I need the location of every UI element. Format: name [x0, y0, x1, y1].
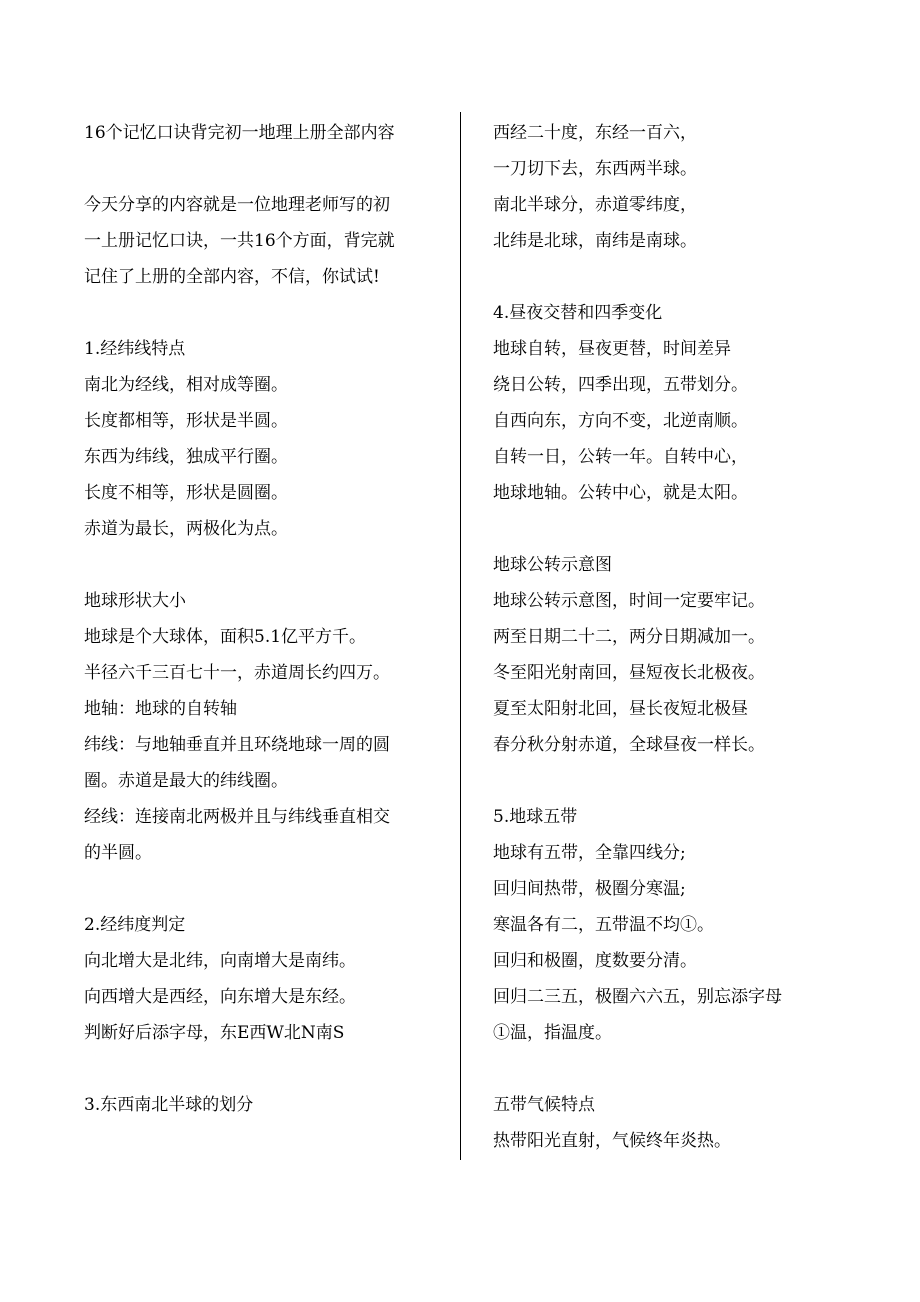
section-heading-earth-shape: 地球形状大小 — [84, 591, 186, 611]
text-line: 回归二三五，极圈六六五，别忘添字母 — [493, 987, 782, 1007]
text-line: 地球有五带，全靠四线分; — [493, 843, 686, 863]
right-column — [493, 115, 838, 1159]
left-column — [84, 115, 434, 1123]
text-line: 寒温各有二，五带温不均①。 — [493, 915, 714, 935]
spacer — [84, 871, 434, 907]
text-line: 南北为经线，相对成等圈。 — [84, 375, 288, 395]
text-line: 冬至阳光射南回，昼短夜长北极夜。 — [493, 663, 765, 683]
text-line: 地轴：地球的自转轴 — [84, 699, 237, 719]
text-line: 热带阳光直射，气候终年炎热。 — [493, 1131, 731, 1151]
text-line: 的半圆。 — [84, 843, 152, 863]
text-line: 纬线：与地轴垂直并且环绕地球一周的圆 — [84, 735, 390, 755]
section-heading-3: 3.东西南北半球的划分 — [84, 1095, 254, 1115]
text-line: 地球是个大球体，面积5.1亿平方千。 — [84, 627, 367, 647]
spacer — [493, 1051, 838, 1087]
section-heading-4: 4.昼夜交替和四季变化 — [493, 303, 663, 323]
section-heading-climate: 五带气候特点 — [493, 1095, 595, 1115]
document-title: 16个记忆口诀背完初一地理上册全部内容 — [84, 123, 395, 143]
text-line: 绕日公转，四季出现，五带划分。 — [493, 375, 748, 395]
section-heading-1: 1.经纬线特点 — [84, 339, 186, 359]
text-line: 半径六千三百七十一，赤道周长约四万。 — [84, 663, 390, 683]
text-line: 南北半球分，赤道零纬度， — [493, 195, 697, 215]
text-line: 向北增大是北纬，向南增大是南纬。 — [84, 951, 356, 971]
text-line: 判断好后添字母，东E西W北N南S — [84, 1023, 345, 1043]
intro-line: 一上册记忆口诀，一共16个方面，背完就 — [84, 231, 395, 251]
text-line: 圈。赤道是最大的纬线圈。 — [84, 771, 288, 791]
text-line: 地球公转示意图，时间一定要牢记。 — [493, 591, 765, 611]
spacer — [84, 151, 434, 187]
text-line: 夏至太阳射北回，昼长夜短北极昼 — [493, 699, 748, 719]
intro-line: 今天分享的内容就是一位地理老师写的初 — [84, 195, 390, 215]
text-line: 西经二十度，东经一百六， — [493, 123, 697, 143]
spacer — [84, 547, 434, 583]
text-line: 两至日期二十二，两分日期减加一。 — [493, 627, 765, 647]
text-line: 回归间热带，极圈分寒温; — [493, 879, 686, 899]
text-line: 长度不相等，形状是圆圈。 — [84, 483, 288, 503]
section-heading-revolution: 地球公转示意图 — [493, 555, 612, 575]
text-line: 春分秋分射赤道，全球昼夜一样长。 — [493, 735, 765, 755]
text-line: 地球地轴。公转中心，就是太阳。 — [493, 483, 748, 503]
text-line: 赤道为最长，两极化为点。 — [84, 519, 288, 539]
spacer — [493, 511, 838, 547]
column-divider — [460, 112, 461, 1160]
text-line: 回归和极圈，度数要分清。 — [493, 951, 697, 971]
spacer — [493, 259, 838, 295]
text-line: 向西增大是西经，向东增大是东经。 — [84, 987, 356, 1007]
text-line: 一刀切下去，东西两半球。 — [493, 159, 697, 179]
text-line: ①温，指温度。 — [493, 1023, 612, 1043]
text-line: 自西向东，方向不变，北逆南顺。 — [493, 411, 748, 431]
text-line: 北纬是北球，南纬是南球。 — [493, 231, 697, 251]
text-line: 经线：连接南北两极并且与纬线垂直相交 — [84, 807, 390, 827]
text-line: 自转一日，公转一年。自转中心， — [493, 447, 748, 467]
text-line: 长度都相等，形状是半圆。 — [84, 411, 288, 431]
text-line: 东西为纬线，独成平行圈。 — [84, 447, 288, 467]
section-heading-5: 5.地球五带 — [493, 807, 578, 827]
intro-line: 记住了上册的全部内容，不信，你试试! — [84, 267, 380, 287]
text-line: 地球自转，昼夜更替，时间差异 — [493, 339, 731, 359]
spacer — [493, 763, 838, 799]
section-heading-2: 2.经纬度判定 — [84, 915, 186, 935]
spacer — [84, 295, 434, 331]
spacer — [84, 1051, 434, 1087]
